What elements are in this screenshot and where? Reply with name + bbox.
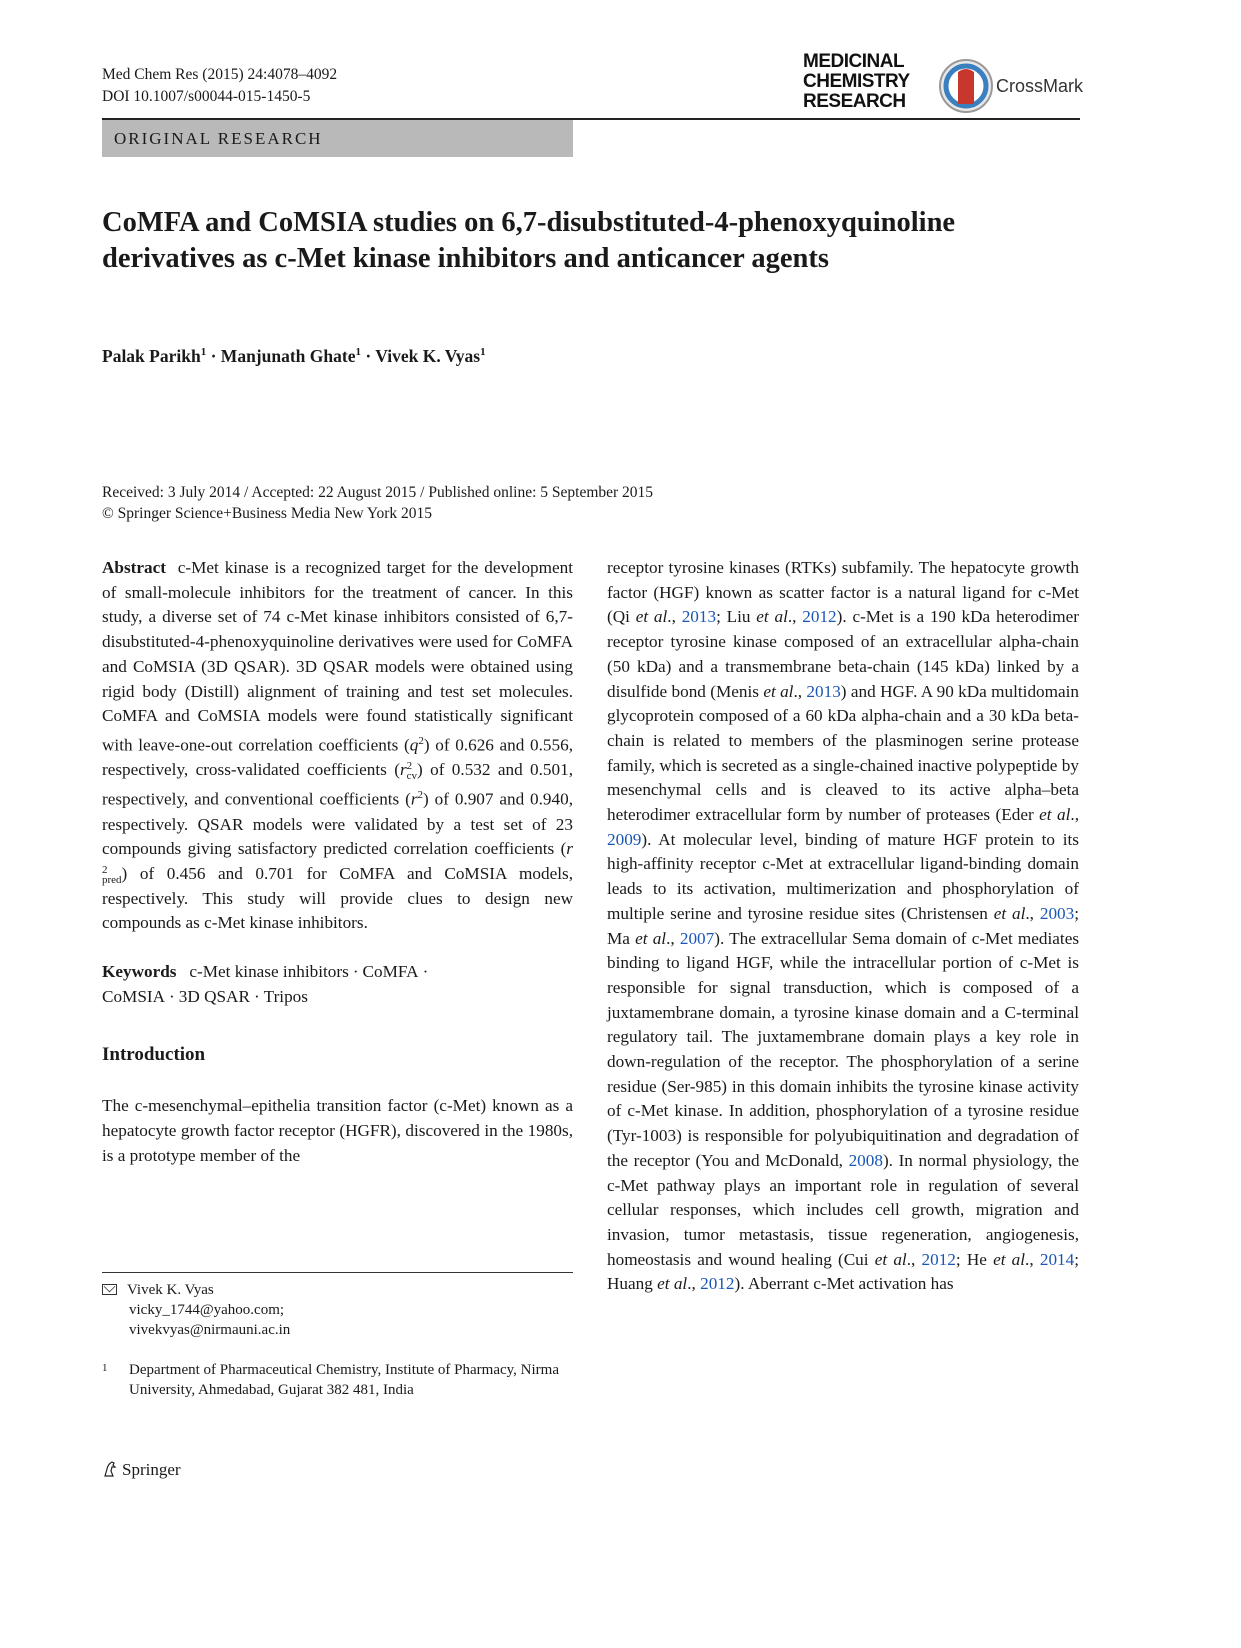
keyword: c-Met kinase inhibitors [189,962,349,982]
keywords-label: Keywords [102,962,177,982]
article-title: CoMFA and CoMSIA studies on 6,7-disubstituted-4-phenoxyquinoline derivatives as c-Met kinase inhibitors and anticancer agents [102,207,956,274]
citation-link[interactable]: 2008 [848,1150,883,1170]
citation-link[interactable]: 2009 [607,829,642,849]
footnote-rule [102,1272,573,1273]
introduction-paragraph: The c-mesenchymal–epithelia transition factor (c-Met) known as a hepatocyte growth factor receptor (HGFR), discovered in the 1980s, is a prototype member of the [102,1096,573,1165]
contact-name: Vivek K. Vyas [127,1282,214,1298]
introduction-heading: Introduction [102,1044,206,1066]
publisher-mark [102,1460,181,1480]
citation-link[interactable]: 2007 [679,928,715,948]
email-link[interactable]: vivekvyas@nirmauni.ac.in [129,1322,291,1338]
envelope-icon [102,1284,117,1295]
journal-logo: MEDICINAL CHEMISTRY RESEARCH [803,51,910,112]
keyword: 3D QSAR [178,986,250,1006]
publication-dates [102,482,653,524]
left-column [102,556,573,1168]
crossmark-label[interactable]: CrossMark [996,76,1084,96]
author[interactable]: Vivek K. Vyas [375,346,481,366]
right-column [607,556,1079,1297]
affiliation-text: Department of Pharmaceutical Chemistry, Institute of Pharmacy, Nirma University, Ahmedabad, Gujarat 382 481, India [129,1362,560,1398]
keyword: Tripos [263,986,308,1006]
section-label: ORIGINAL RESEARCH [102,120,573,157]
citation-link[interactable]: 2013 [681,607,717,627]
history-line: Received: 3 July 2014 / Accepted: 22 August 2015 / Published online: 5 September 2015 [102,484,654,501]
affiliation-number: 1 [102,1362,108,1374]
email-link[interactable]: vicky_1744@yahoo.com; [129,1302,285,1318]
citation-link[interactable]: 2003 [1039,903,1075,923]
citation-link[interactable]: 2012 [921,1249,956,1269]
crossmark-icon[interactable] [938,58,994,114]
keyword: CoMFA [362,962,419,982]
author[interactable]: Palak Parikh [102,346,201,366]
journal-citation: Med Chem Res (2015) 24:4078–4092 [102,66,338,83]
journal-reference [102,64,337,108]
citation-link[interactable]: 2014 [1039,1249,1075,1269]
body-paragraph: receptor tyrosine kinases (RTKs) subfamily. The hepatocyte growth factor (HGF) known as scatter factor is a natural ligand for c-Met (Qi et al., 2013; Liu et al., 2012). c-Met is a 190 kDa heterodimer receptor tyrosine kinase composed of an extracellular alpha-chain (50 kDa) and a transmembrane beta-chain (145 kDa) linked by a disulfide bond (Menis et al., 2013) and HGF. A 90 kDa multidomain glycoprotein composed of a 60 kDa alpha-chain and a 30 kDa beta-chain is related to members of the plasminogen serine protease family, which is secreted as a single-chained inactive polypeptide by mesenchymal cells and is cleaved to its active alpha–beta heterodimer extracellular form by number of proteases (Eder et al., 2009). At molecular level, binding of mature HGF protein to its high-affinity receptor c-Met at extracellular ligand-binding domain leads to its activation, multimerization and phosphorylation of multiple serine and tyrosine residue sites (Christensen et al., 2003; Ma et al., 2007). The extracellular Sema domain of c-Met mediates binding to ligand HGF, while the intracellular portion of c-Met is responsible for signal transduction, which is composed of a juxtamembrane domain, a tyrosine kinase domain and a C-terminal regulatory tail. The juxtamembrane domain plays a key role in down-regulation of the receptor. The phosphorylation of a serine residue (Ser-985) in this domain inhibits the tyrosine kinase activity of c-Met kinase. In addition, phosphorylation of a tyrosine residue (Tyr-1003) is responsible for polyubiquitination and degradation of the receptor (You and McDonald, 2008). In normal physiology, the c-Met pathway plays an important role in regulation of several cellular responses, which includes cell growth, migration and invasion, tumor metastasis, tissue regeneration, angiogenesis, homeostasis and wound healing (Cui et al., 2012; He et al., 2014; Huang et al., 2012). Aberrant c-Met activation has [607,558,1080,1294]
corresponding-author [102,1280,290,1340]
author[interactable]: Manjunath Ghate [220,346,356,366]
springer-horse-icon [102,1460,118,1478]
publisher-name: Springer [122,1460,181,1479]
citation-link[interactable]: 2012 [802,607,837,627]
citation-link[interactable]: 2012 [700,1274,735,1294]
citation-link[interactable]: 2013 [806,681,841,701]
keyword: CoMSIA [102,986,166,1006]
abstract: Abstract c-Met kinase is a recognized target for the development of small-molecule inhibitors for the treatment of cancer. In this study, a diverse set of 74 c-Met kinase inhibitors consisted of 6,7-disubstituted-4-phenoxyquinoline derivatives were used for CoMFA and CoMSIA (3D QSAR). 3D QSAR models were obtained using rigid body (Distill) alignment of training and test set molecules. CoMFA and CoMSIA models were found statistically significant with leave-one-out correlation coefficients $(q^2)$ of 0.626 and 0.556, respectively, cross-validated coefficients (r 2 cv ) of 0.532 and 0.501, respectively, and conventional coefficients $(r^2)$ of 0.907 and 0.940, respectively. QSAR models were validated by a test set of 23 compounds giving satisfactory predicted correlation coefficients (r 2 pred ) of 0.456 and 0.701 for CoMFA and CoMSIA models, respectively. This study will provide clues to design new compounds as c-Met kinase inhibitors. [102,558,573,933]
copyright-line: © Springer Science+Business Media New York 2015 [102,505,433,522]
author-list: Palak Parikh$^1$ · Manjunath Ghate$^1$ · Vivek K. Vyas$^1$ [102,346,486,366]
keywords: Keywords c-Met kinase inhibitors · CoMFA · CoMSIA · 3D QSAR · Tripos [102,962,429,1006]
abstract-label: Abstract [102,558,166,577]
doi[interactable]: DOI 10.1007/s00044-015-1450-5 [102,88,311,105]
